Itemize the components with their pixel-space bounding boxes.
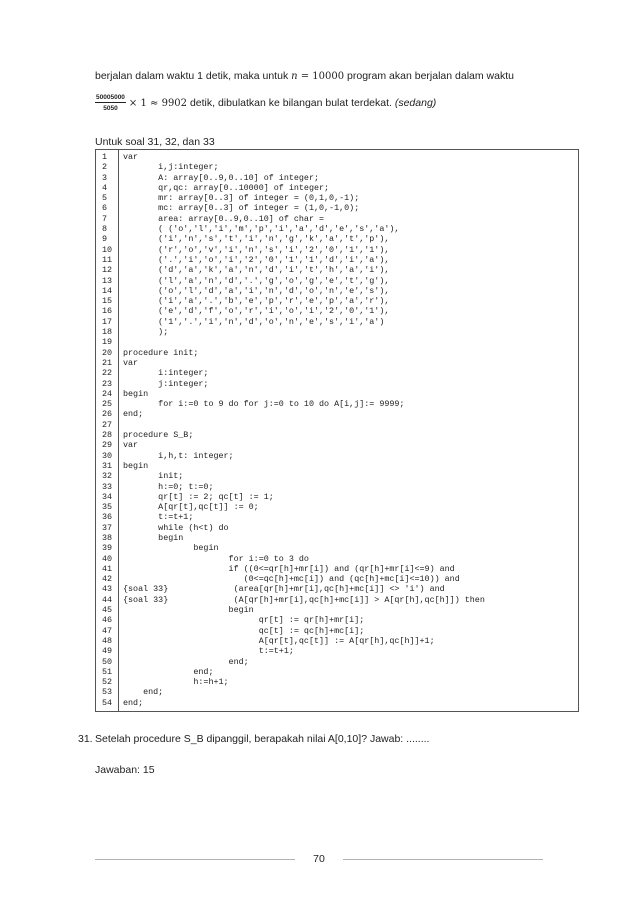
- code-line: [96, 399, 578, 409]
- line-number: 9: [102, 234, 108, 245]
- code-text: ('e','d','f','o','r','i','o','i','2','0','1'),: [123, 306, 390, 317]
- code-text: i:integer;: [123, 368, 209, 379]
- code-line: [96, 657, 578, 667]
- intro-text-2: detik, dibulatkan ke bilangan bulat terdekat.: [187, 96, 395, 109]
- line-number: 25: [102, 399, 113, 410]
- code-text: qc[t] := qc[h]+mc[i];: [123, 625, 365, 636]
- code-line: [96, 255, 578, 265]
- code-line: [96, 687, 578, 697]
- code-line: [96, 379, 578, 389]
- answer-text: Jawaban: 15: [95, 764, 155, 776]
- code-text: ('o','l','d','a','i','n','d','o','n','e','s'),: [123, 285, 390, 296]
- code-text: (0<=qc[h]+mc[i]) and (qc[h]+mc[i]<=10)) and: [123, 574, 460, 585]
- line-number: 15: [102, 296, 113, 307]
- code-text: A[qr[t],qc[t]] := A[qr[h],qc[h]]+1;: [123, 635, 435, 646]
- line-number: 2: [102, 162, 108, 173]
- fraction-numerator: 50005000: [96, 94, 125, 101]
- code-text: i,j:integer;: [123, 162, 219, 173]
- code-text: procedure init;: [123, 347, 199, 358]
- line-number: 46: [102, 615, 113, 626]
- line-number: 37: [102, 522, 113, 533]
- intro-line-2: [95, 94, 436, 118]
- line-number: 43: [102, 584, 113, 595]
- line-number: 16: [102, 306, 113, 317]
- code-line: [96, 203, 578, 213]
- math-approx: × 1 ≈ 9902: [128, 97, 188, 109]
- code-line: [96, 440, 578, 450]
- line-number: 21: [102, 357, 113, 368]
- line-number: 1: [102, 152, 108, 162]
- line-number: 18: [102, 327, 113, 338]
- line-number: 54: [102, 697, 113, 708]
- code-line: [96, 512, 578, 522]
- code-line: [96, 348, 578, 358]
- line-number: 47: [102, 625, 113, 636]
- code-line: [96, 162, 578, 172]
- intro-line-1: [95, 70, 514, 82]
- line-number: 7: [102, 213, 108, 224]
- code-text: procedure S_B;: [123, 430, 194, 441]
- code-text: h:=h+1;: [123, 677, 229, 688]
- line-number: 30: [102, 450, 113, 461]
- line-number: 36: [102, 512, 113, 523]
- code-line: [96, 451, 578, 461]
- code-line: [96, 523, 578, 533]
- code-text: end;: [123, 666, 214, 677]
- line-number: 45: [102, 605, 113, 616]
- code-text: begin: [123, 543, 219, 554]
- code-text: while (h<t) do: [123, 522, 229, 533]
- line-number: 49: [102, 646, 113, 657]
- line-number: 41: [102, 563, 113, 574]
- line-number: 39: [102, 543, 113, 554]
- code-line: [96, 265, 578, 275]
- code-line: [96, 502, 578, 512]
- code-line: [96, 286, 578, 296]
- code-text: ('d','a','k','a','n','d','i','t','h','a','i'),: [123, 265, 390, 276]
- line-number: 13: [102, 275, 113, 286]
- line-number: 3: [102, 172, 108, 183]
- math-expression: = 10000: [297, 71, 345, 82]
- code-line: [96, 698, 578, 708]
- line-number: 14: [102, 285, 113, 296]
- code-text: end;: [123, 656, 249, 667]
- line-number: 6: [102, 203, 108, 214]
- math-variable: n: [291, 71, 298, 82]
- section-heading: Untuk soal 31, 32, dan 33: [95, 136, 215, 148]
- line-number: 10: [102, 244, 113, 255]
- line-number: 51: [102, 666, 113, 677]
- line-number: 26: [102, 409, 113, 420]
- line-number: 35: [102, 502, 113, 513]
- code-line: [96, 646, 578, 656]
- question-31: [78, 733, 429, 745]
- code-text: begin: [123, 532, 184, 543]
- code-line: [96, 358, 578, 368]
- fraction: [95, 94, 126, 112]
- code-text: A[qr[t],qc[t]] := 0;: [123, 502, 259, 513]
- line-number: 5: [102, 193, 108, 204]
- line-number: 53: [102, 687, 113, 698]
- code-line: [96, 296, 578, 306]
- footer-rule-left: [95, 859, 295, 860]
- code-line: [96, 234, 578, 244]
- code-line: [96, 667, 578, 677]
- code-line: [96, 564, 578, 574]
- code-line: [96, 368, 578, 378]
- code-text: ('r','o','v','i','n','s','i','2','0','1','1'),: [123, 244, 390, 255]
- code-line: [96, 461, 578, 471]
- code-line: [96, 327, 578, 337]
- code-lines: [96, 152, 578, 708]
- line-number: 22: [102, 368, 113, 379]
- code-line: [96, 554, 578, 564]
- line-number: 50: [102, 656, 113, 667]
- code-text: {soal 33} (A[qr[h]+mr[i],qc[h]+mc[i]] > A[qr[h],qc[h]]) then: [123, 594, 485, 605]
- code-line: [96, 615, 578, 625]
- code-text: begin: [123, 388, 149, 399]
- code-text: );: [123, 327, 169, 338]
- code-text: var: [123, 440, 139, 451]
- page-number: 70: [313, 853, 325, 865]
- code-line: [96, 389, 578, 399]
- code-text: end;: [123, 687, 164, 698]
- line-number: 48: [102, 635, 113, 646]
- question-text: Setelah procedure S_B dipanggil, berapakah nilai A[0,10]? Jawab: ........: [95, 733, 430, 745]
- code-line: [96, 543, 578, 553]
- line-number: 29: [102, 440, 113, 451]
- code-line: [96, 214, 578, 224]
- line-number: 33: [102, 481, 113, 492]
- code-text: for i:=0 to 9 do for j:=0 to 10 do A[i,j]:= 9999;: [123, 399, 405, 410]
- line-number: 12: [102, 265, 113, 276]
- code-line: [96, 420, 578, 430]
- code-text: mc: array[0..3] of integer = (1,0,-1,0);: [123, 203, 360, 214]
- code-line: [96, 584, 578, 594]
- code-line: [96, 306, 578, 316]
- code-text: for i:=0 to 3 do: [123, 553, 309, 564]
- code-text: end;: [123, 409, 144, 420]
- code-line: [96, 193, 578, 203]
- code-text: ('i','n','s','t','i','n','g','k','a','t','p'),: [123, 234, 390, 245]
- code-line: [96, 533, 578, 543]
- line-number: 23: [102, 378, 113, 389]
- code-line: [96, 471, 578, 481]
- code-text: t:=t+1;: [123, 512, 194, 523]
- code-text: if ((0<=qr[h]+mr[i]) and (qr[h]+mr[i]<=9) and: [123, 563, 455, 574]
- code-text: ('l','a','n','d','.','g','o','g','e','t','g'),: [123, 275, 390, 286]
- code-text: ('1','.','i','n','d','o','n','e','s','i','a'): [123, 316, 385, 327]
- line-number: 31: [102, 460, 113, 471]
- line-number: 42: [102, 574, 113, 585]
- code-text: var: [123, 152, 139, 162]
- code-text: A: array[0..9,0..10] of integer;: [123, 172, 320, 183]
- code-text: {soal 33} (area[qr[h]+mr[i],qc[h]+mc[i]] <> 'i') and: [123, 584, 445, 595]
- code-line: [96, 677, 578, 687]
- code-line: [96, 337, 578, 347]
- code-text: ('.','i','o','i','2','0','1','1','d','i','a'),: [123, 254, 390, 265]
- line-number: 27: [102, 419, 113, 430]
- code-text: end;: [123, 697, 144, 708]
- code-line: [96, 173, 578, 183]
- code-text: t:=t+1;: [123, 646, 294, 657]
- code-line: [96, 317, 578, 327]
- code-line: [96, 482, 578, 492]
- fraction-denominator: 5050: [103, 105, 118, 112]
- code-text: begin: [123, 460, 149, 471]
- line-number: 44: [102, 594, 113, 605]
- code-line: [96, 224, 578, 234]
- line-number: 4: [102, 182, 108, 193]
- code-text: begin: [123, 605, 254, 616]
- code-line: [96, 430, 578, 440]
- code-listing: [95, 149, 579, 712]
- line-number: 28: [102, 430, 113, 441]
- code-text: area: array[0..9,0..10] of char =: [123, 213, 325, 224]
- code-text: qr[t] := qr[h]+mr[i];: [123, 615, 365, 626]
- code-line: [96, 152, 578, 162]
- intro-text-end: program akan berjalan dalam waktu: [344, 70, 514, 82]
- line-number: 8: [102, 224, 108, 235]
- code-text: ('i','a','.','b','e','p','r','e','p','a','r'),: [123, 296, 390, 307]
- code-line: [96, 276, 578, 286]
- code-text: qr[t] := 2; qc[t] := 1;: [123, 491, 274, 502]
- footer-rule-right: [343, 859, 543, 860]
- line-number: 38: [102, 532, 113, 543]
- code-text: j:integer;: [123, 378, 209, 389]
- line-number: 52: [102, 677, 113, 688]
- code-line: [96, 595, 578, 605]
- difficulty-label: (sedang): [394, 96, 437, 109]
- line-number: 19: [102, 337, 113, 348]
- code-text: init;: [123, 471, 184, 482]
- line-number: 34: [102, 491, 113, 502]
- question-number: 31.: [78, 733, 93, 745]
- line-number: 11: [102, 254, 113, 265]
- code-text: h:=0; t:=0;: [123, 481, 214, 492]
- line-number: 40: [102, 553, 113, 564]
- code-line: [96, 605, 578, 615]
- code-text: mr: array[0..3] of integer = (0,1,0,-1);: [123, 193, 360, 204]
- code-text: qr,qc: array[0..10000] of integer;: [123, 182, 330, 193]
- code-text: ( ('o','l','i','m','p','i','a','d','e','s','a'),: [123, 224, 400, 235]
- line-number: 20: [102, 347, 113, 358]
- line-number: 24: [102, 388, 113, 399]
- code-text: var: [123, 357, 139, 368]
- code-line: [96, 626, 578, 636]
- line-number: 32: [102, 471, 113, 482]
- code-line: [96, 409, 578, 419]
- code-line: [96, 492, 578, 502]
- code-line: [96, 245, 578, 255]
- code-line: [96, 636, 578, 646]
- code-line: [96, 183, 578, 193]
- code-text: i,h,t: integer;: [123, 450, 234, 461]
- line-number: 17: [102, 316, 113, 327]
- code-line: [96, 574, 578, 584]
- intro-text: berjalan dalam waktu 1 detik, maka untuk: [95, 70, 292, 82]
